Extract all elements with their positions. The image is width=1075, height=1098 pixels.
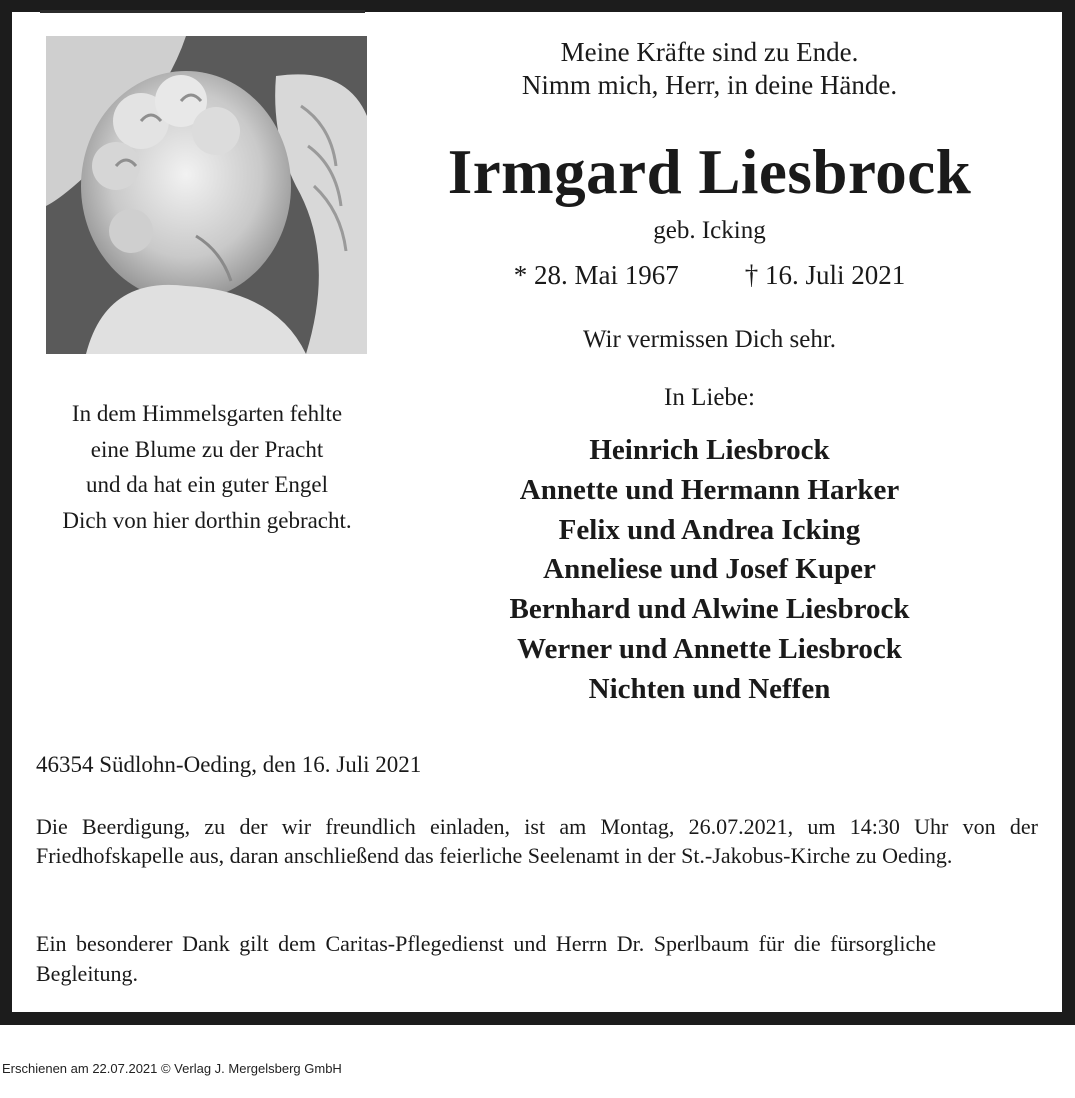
mourner: Felix und Andrea Icking (558, 513, 861, 546)
mourner: Anneliese und Josef Kuper (543, 553, 876, 586)
in-love-label: In Liebe: (664, 384, 755, 411)
poem (12, 396, 402, 538)
mourner: Werner und Annette Liesbrock (517, 632, 902, 665)
poem-line: Dich von hier dorthin gebracht. (62, 507, 352, 533)
publication-footer: Erschienen am 22.07.2021 © Verlag J. Mergelsberg GmbH (2, 1061, 342, 1076)
poem-line: In dem Himmelsgarten fehlte (71, 401, 343, 426)
birth-name: geb. Icking (653, 217, 766, 244)
life-dates (407, 258, 1012, 292)
thanks-text: Ein besonderer Dank gilt dem Caritas-Pflegedienst und Herrn Dr. Sperlbaum für die fürsorgliche Begleitung. (36, 931, 936, 986)
place-date: 46354 Südlohn-Oeding, den 16. Juli 2021 (36, 752, 422, 777)
poem-line: und da hat ein guter Engel (85, 472, 329, 497)
top-divider (40, 10, 365, 13)
mourner: Annette und Hermann Harker (519, 473, 900, 506)
mourner: Heinrich Liesbrock (589, 434, 830, 466)
angel-statue-photo (46, 36, 367, 354)
birth-date: * 28. Mai 1967 (513, 260, 679, 290)
death-date: † 16. Juli 2021 (744, 260, 906, 290)
mourner: Bernhard und Alwine Liesbrock (509, 593, 910, 626)
deceased-name: Irmgard Liesbrock (447, 137, 972, 207)
mourners-list (407, 431, 1012, 710)
opening-verse (407, 36, 1012, 102)
verse-line-1: Meine Kräfte sind zu Ende. (560, 37, 859, 67)
verse-line-2: Nimm mich, Herr, in deine Hände. (521, 70, 898, 100)
message: Wir vermissen Dich sehr. (582, 326, 837, 353)
poem-line: eine Blume zu der Pracht (90, 436, 324, 462)
obituary-card (12, 12, 1062, 1012)
mourner: Nichten und Neffen (588, 672, 831, 705)
funeral-text: Die Beerdigung, zu der wir freundlich einladen, ist am Montag, 26.07.2021, um 14:30 Uhr von der Friedhofskapelle aus, daran anschließend das feierliche Seelenamt in der St.-Jakobus-Kirche zu Oeding. (36, 814, 1038, 868)
